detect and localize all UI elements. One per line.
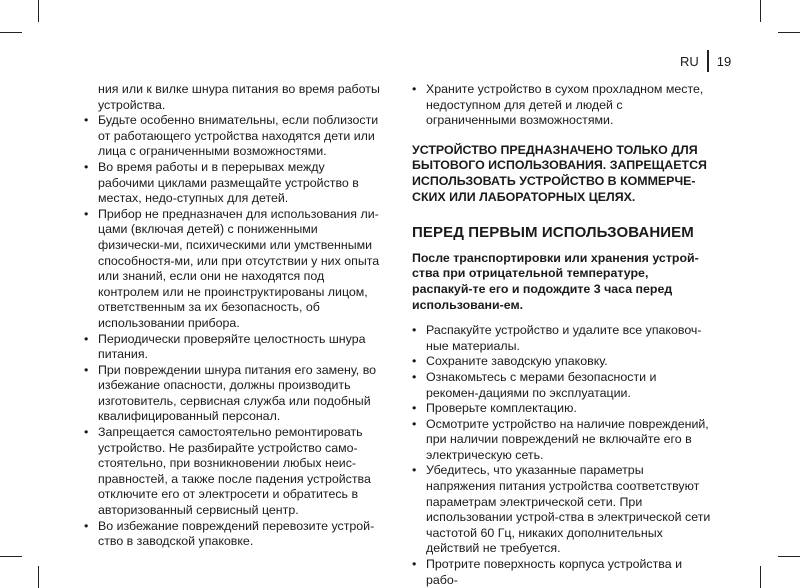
section-title: ПЕРЕД ПЕРВЫМ ИСПОЛЬЗОВАНИЕМ xyxy=(412,224,694,242)
first-use-list xyxy=(412,323,712,588)
household-use-warning: УСТРОЙСТВО ПРЕДНАЗНАЧЕНО ТОЛЬКО ДЛЯ БЫТОВОГО ИСПОЛЬЗОВАНИЯ. ЗАПРЕЩАЕТСЯ ИСПОЛЬЗОВАТЬ УСТРОЙСТВО В КОММЕРЧЕ-СКИХ ИЛИ ЛАБОРАТОРНЫХ ЦЕЛЯХ. xyxy=(412,142,707,204)
list-item: • Будьте особенно внимательны, если поблизости от работающего устройства находятся дети или лица с ограниченными возможностями. xyxy=(84,113,384,160)
section-intro: После транспортировки или хранения устрой-ства при отрицательной температуре, распакуй-те его и подождите 3 часа перед использовани-ем. xyxy=(412,250,699,312)
list-item: • Периодически проверяйте целостность шнура питания. xyxy=(84,332,384,363)
list-item: • При повреждении шнура питания его замену, во избежание опасности, должны производить изготовитель, сервисная служба или подобный квалифицированный персонал. xyxy=(84,363,384,425)
crop-mark xyxy=(778,32,800,33)
crop-mark xyxy=(38,0,39,22)
list-item: • Распакуйте устройство и удалите все упаковоч-ные материалы. xyxy=(412,323,712,354)
crop-mark xyxy=(38,566,39,588)
right-column xyxy=(412,82,712,588)
storage-list xyxy=(412,82,712,129)
crop-mark xyxy=(0,32,22,33)
list-item: • Проверьте комплектацию. xyxy=(412,401,712,417)
list-item: • Осмотрите устройство на наличие повреждений, при наличии повреждений не включайте его в электрическую сеть. xyxy=(412,417,712,464)
left-column xyxy=(84,82,384,550)
page-header xyxy=(680,50,731,72)
list-item: • Храните устройство в сухом прохладном месте, недоступном для детей и людей с ограниченными возможностями. xyxy=(412,82,712,129)
page-number: 19 xyxy=(716,53,732,69)
list-item: • Во время работы и в перерывах между рабочими циклами размещайте устройство в местах, недо-ступных для детей. xyxy=(84,160,384,207)
safety-list xyxy=(84,113,384,550)
list-item: • Ознакомьтесь с мерами безопасности и рекомен-дациями по эксплуатации. xyxy=(412,370,712,401)
list-item: • Сохраните заводскую упаковку. xyxy=(412,354,712,370)
list-item: • Во избежание повреждений перевозите устрой-ство в заводской упаковке. xyxy=(84,519,384,550)
crop-mark xyxy=(0,556,22,557)
crop-mark xyxy=(760,566,761,588)
language-code: RU xyxy=(680,53,699,69)
header-divider xyxy=(707,50,709,72)
continuation-text: ния или к вилке шнура питания во время работы устройства. xyxy=(98,82,380,112)
list-item: • Запрещается самостоятельно ремонтировать устройство. Не разбирайте устройство само-стоятельно, при возникновении любых неис-правностей, а также после падения устройства отключите его от электросети и обратитесь в авторизованный сервисный центр. xyxy=(84,425,384,519)
list-item: • Прибор не предназначен для использования ли-цами (включая детей) с пониженными физически-ми, психическими или умственными способностя-ми, или при отсутствии у них опыта или знаний, если они не находятся под контролем или не проинструктированы лицом, ответственным за их безопасность, об использовании прибора. xyxy=(84,207,384,332)
list-item: • Убедитесь, что указанные параметры напряжения питания устройства соответствуют параметрам электрической сети. При использовании устрой-ства в электрической сети частотой 60 Гц, никаких дополнительных действий не требуется. xyxy=(412,463,712,557)
list-item: • Протрите поверхность корпуса устройства и рабо- xyxy=(412,557,712,588)
crop-mark xyxy=(778,556,800,557)
crop-mark xyxy=(760,0,761,22)
